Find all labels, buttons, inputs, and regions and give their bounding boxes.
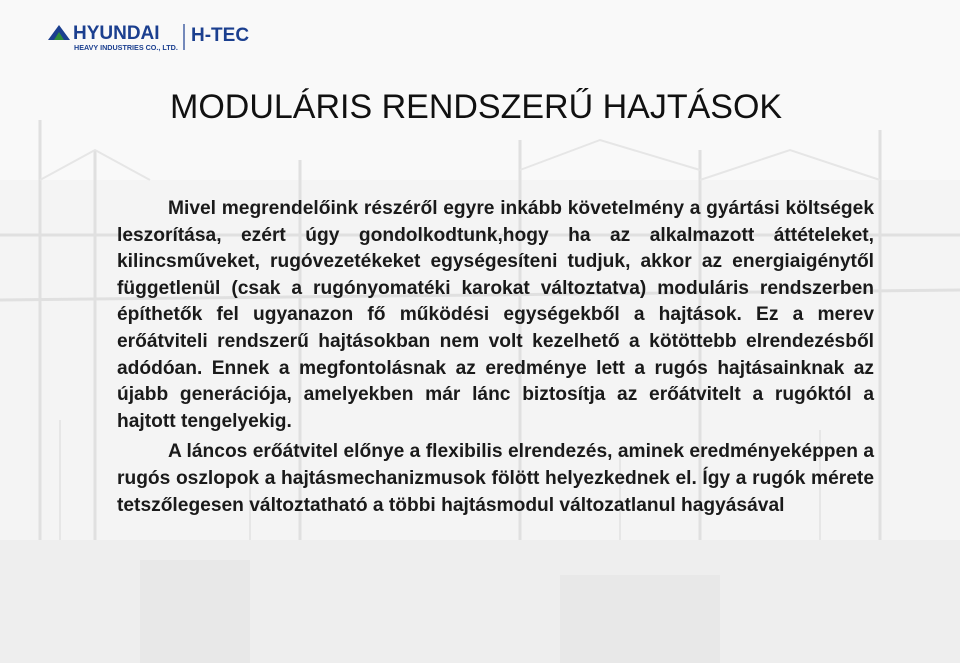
slide-title: MODULÁRIS RENDSZERŰ HAJTÁSOK xyxy=(170,88,783,126)
brand-subtitle: HEAVY INDUSTRIES CO., LTD. xyxy=(74,43,178,52)
slide-body xyxy=(117,196,874,519)
body-paragraph: Mivel megrendelőink részéről egyre inkább követelmény a gyártási költségek leszorítása, ezért úgy gondolkodtunk,hogy ha az alkalmazott áttételeket, kilincsműveket, rugóvezetékeket egységesíteni tudjuk, akkor az energiaigénytől függetlenül (csak a rugónyomatéki karokat változtatva) moduláris rendszerben építhetők fel ugyanazon fő működési egységekből a hajtások. Ez a merev erőátviteli rendszerű hajtásokban nem volt kezelhető a kötöttebb elrendezésből adódóan. Ennek a megfontolásnak az eredménye lett a rugós hajtásainknak az újabb generációja, amelyekben már lánc biztosítja az erőátvitelt a rugóktól a hajtott tengelyekig. xyxy=(117,198,874,432)
body-paragraph: A láncos erőátvitel előnye a flexibilis elrendezés, aminek eredményeképpen a rugós oszlopok a hajtásmechanizmusok fölött helyezkednek el. Így a rugók mérete tetszőlegesen változtatható a többi hajtásmodul változatlanul hagyásával xyxy=(117,441,874,516)
hyundai-logo-icon xyxy=(48,22,263,54)
hyundai-htec-logo xyxy=(48,22,263,59)
brand-division: H-TEC xyxy=(191,25,250,46)
brand-name: HYUNDAI xyxy=(73,23,160,44)
